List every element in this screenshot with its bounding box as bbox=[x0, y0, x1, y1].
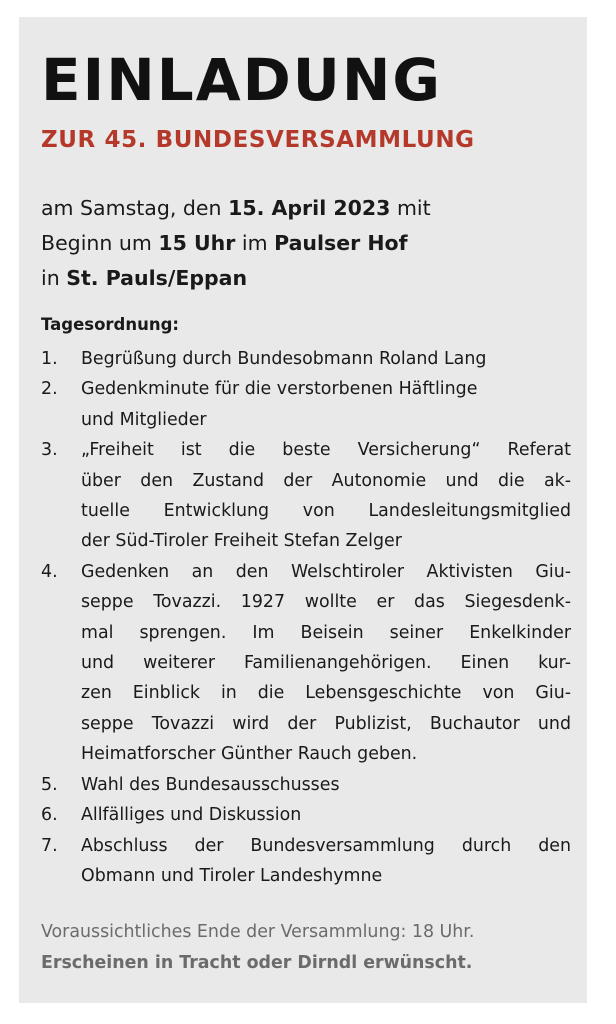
agenda-item-line: Obmann und Tiroler Landeshymne bbox=[81, 865, 383, 886]
agenda-item-text bbox=[81, 435, 571, 557]
agenda-item-number: 6. bbox=[41, 805, 58, 826]
agenda-item-line: der Süd-Tiroler Freiheit Stefan Zelger bbox=[81, 531, 402, 552]
intro-text: am Samstag, den bbox=[41, 196, 229, 220]
agenda-item-line: mal sprengen. Im Beisein seiner Enkelkinder bbox=[81, 622, 571, 643]
dress-code-note bbox=[41, 948, 571, 979]
agenda-item-line: Abschluss der Bundesversammlung durch den bbox=[81, 835, 571, 856]
agenda-item-text bbox=[81, 557, 571, 770]
agenda-item bbox=[41, 831, 571, 892]
agenda-item-number: 7. bbox=[41, 835, 58, 856]
agenda-item-text bbox=[81, 374, 571, 435]
event-date: 15. April 2023 bbox=[228, 196, 391, 220]
page-title: EINLADUNG bbox=[41, 46, 442, 114]
dress-code-text: Erscheinen in Tracht oder Dirndl erwünscht. bbox=[41, 953, 473, 973]
agenda-item bbox=[41, 557, 571, 770]
end-time-note: Voraussichtliches Ende der Versammlung: 18 Uhr. bbox=[41, 922, 475, 942]
agenda-item-text bbox=[81, 344, 571, 374]
agenda-item-text bbox=[81, 800, 571, 830]
agenda-item-number: 3. bbox=[41, 440, 58, 461]
agenda-item-line: Heimatforscher Günther Rauch geben. bbox=[81, 744, 418, 765]
event-place: St. Pauls/Eppan bbox=[66, 266, 248, 290]
agenda-item-line: zen Einblick in die Lebensgeschichte von Giu- bbox=[81, 683, 571, 704]
agenda-item-line: seppe Tovazzi. 1927 wollte er das Siegesdenk- bbox=[81, 592, 571, 613]
agenda-item-line: Gedenken an den Welschtiroler Aktivisten Giu- bbox=[81, 561, 571, 582]
agenda-item-line: „Freiheit ist die beste Versicherung“ Referat bbox=[81, 440, 571, 461]
footer-note bbox=[41, 917, 571, 979]
agenda-item-number: 2. bbox=[41, 379, 58, 400]
agenda-item-number: 5. bbox=[41, 774, 58, 795]
agenda-item bbox=[41, 374, 571, 435]
intro-text: Beginn um bbox=[41, 231, 159, 255]
agenda-item bbox=[41, 770, 571, 800]
agenda-item-number: 4. bbox=[41, 561, 58, 582]
agenda-item-line: Gedenkminute für die verstorbenen Häftlinge bbox=[81, 379, 478, 400]
agenda-item-line: und Mitglieder bbox=[81, 409, 207, 430]
agenda-heading: Tagesordnung: bbox=[41, 315, 180, 334]
agenda-item-line: seppe Tovazzi wird der Publizist, Buchautor und bbox=[81, 713, 571, 734]
intro-text: im bbox=[235, 231, 275, 255]
agenda-item bbox=[41, 800, 571, 830]
event-time: 15 Uhr bbox=[158, 231, 236, 255]
intro-paragraph bbox=[41, 191, 571, 296]
agenda-item bbox=[41, 344, 571, 374]
agenda-item-number: 1. bbox=[41, 349, 58, 369]
agenda-item-line: Allfälliges und Diskussion bbox=[81, 805, 302, 826]
invitation-card bbox=[19, 17, 587, 1003]
agenda-item-line: tuelle Entwicklung von Landesleitungsmitglied bbox=[81, 501, 571, 522]
agenda-item-text bbox=[81, 770, 571, 800]
agenda-item-line: über den Zustand der Autonomie und die ak- bbox=[81, 470, 571, 491]
agenda-list bbox=[41, 344, 571, 891]
subtitle: ZUR 45. BUNDESVERSAMMLUNG bbox=[41, 127, 475, 153]
agenda-item-line: und weiterer Familienangehörigen. Einen kur- bbox=[81, 653, 571, 674]
event-venue: Paulser Hof bbox=[274, 231, 408, 255]
agenda-item-line: Begrüßung durch Bundesobmann Roland Lang bbox=[81, 349, 487, 369]
agenda-item bbox=[41, 435, 571, 557]
agenda-item-text bbox=[81, 831, 571, 892]
agenda-item-line: Wahl des Bundesausschusses bbox=[81, 774, 340, 795]
intro-text: mit bbox=[390, 196, 431, 220]
intro-text: in bbox=[41, 266, 67, 290]
